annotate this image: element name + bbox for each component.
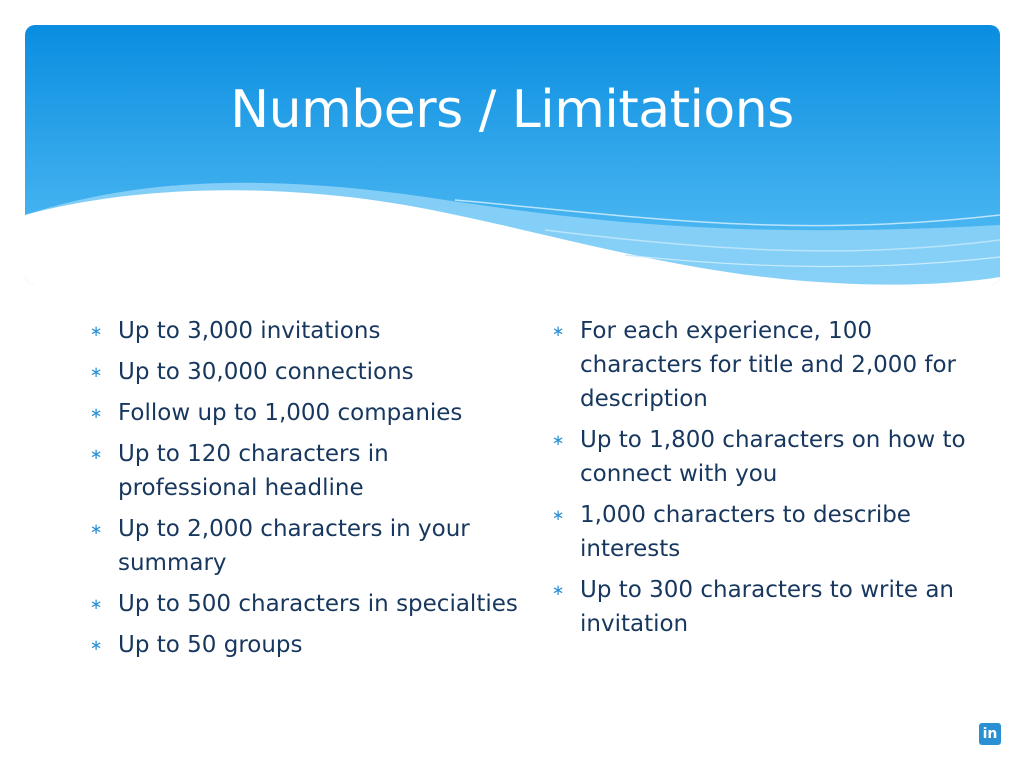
right-bullet-list	[548, 314, 978, 648]
asterisk-bullet-icon: ∗	[89, 322, 103, 340]
list-item	[86, 396, 518, 430]
asterisk-bullet-icon: ∗	[89, 636, 103, 654]
list-item	[86, 512, 518, 580]
list-item-text: 1,000 characters to describe interests	[580, 502, 911, 562]
list-item-text: Up to 300 characters to write an invitation	[580, 577, 954, 637]
asterisk-bullet-icon: ∗	[89, 520, 103, 538]
asterisk-bullet-icon: ∗	[89, 445, 103, 463]
list-item-text: Follow up to 1,000 companies	[118, 400, 463, 426]
header-banner	[25, 25, 1000, 285]
asterisk-bullet-icon: ∗	[89, 404, 103, 422]
list-item	[548, 573, 978, 641]
list-item	[86, 355, 518, 389]
list-item-text: Up to 2,000 characters in your summary	[118, 516, 470, 576]
asterisk-bullet-icon: ∗	[551, 431, 565, 449]
wave-background	[25, 25, 1000, 285]
list-item-text: For each experience, 100 characters for title and 2,000 for description	[580, 318, 957, 412]
asterisk-bullet-icon: ∗	[89, 595, 103, 613]
list-item	[548, 498, 978, 566]
linkedin-logo-icon: in	[979, 723, 1001, 745]
list-item-text: Up to 1,800 characters on how to connect with you	[580, 427, 966, 487]
list-item-text: Up to 120 characters in professional headline	[118, 441, 389, 501]
list-item	[86, 628, 518, 662]
list-item-text: Up to 500 characters in specialties	[118, 591, 518, 617]
list-item	[86, 437, 518, 505]
list-item-text: Up to 30,000 connections	[118, 359, 414, 385]
list-item-text: Up to 3,000 invitations	[118, 318, 381, 344]
list-item	[86, 587, 518, 621]
asterisk-bullet-icon: ∗	[551, 506, 565, 524]
asterisk-bullet-icon: ∗	[551, 581, 565, 599]
list-item	[86, 314, 518, 348]
list-item	[548, 423, 978, 491]
slide-title: Numbers / Limitations	[230, 80, 794, 140]
asterisk-bullet-icon: ∗	[551, 322, 565, 340]
asterisk-bullet-icon: ∗	[89, 363, 103, 381]
left-bullet-list	[86, 314, 518, 669]
list-item	[548, 314, 978, 416]
list-item-text: Up to 50 groups	[118, 632, 303, 658]
